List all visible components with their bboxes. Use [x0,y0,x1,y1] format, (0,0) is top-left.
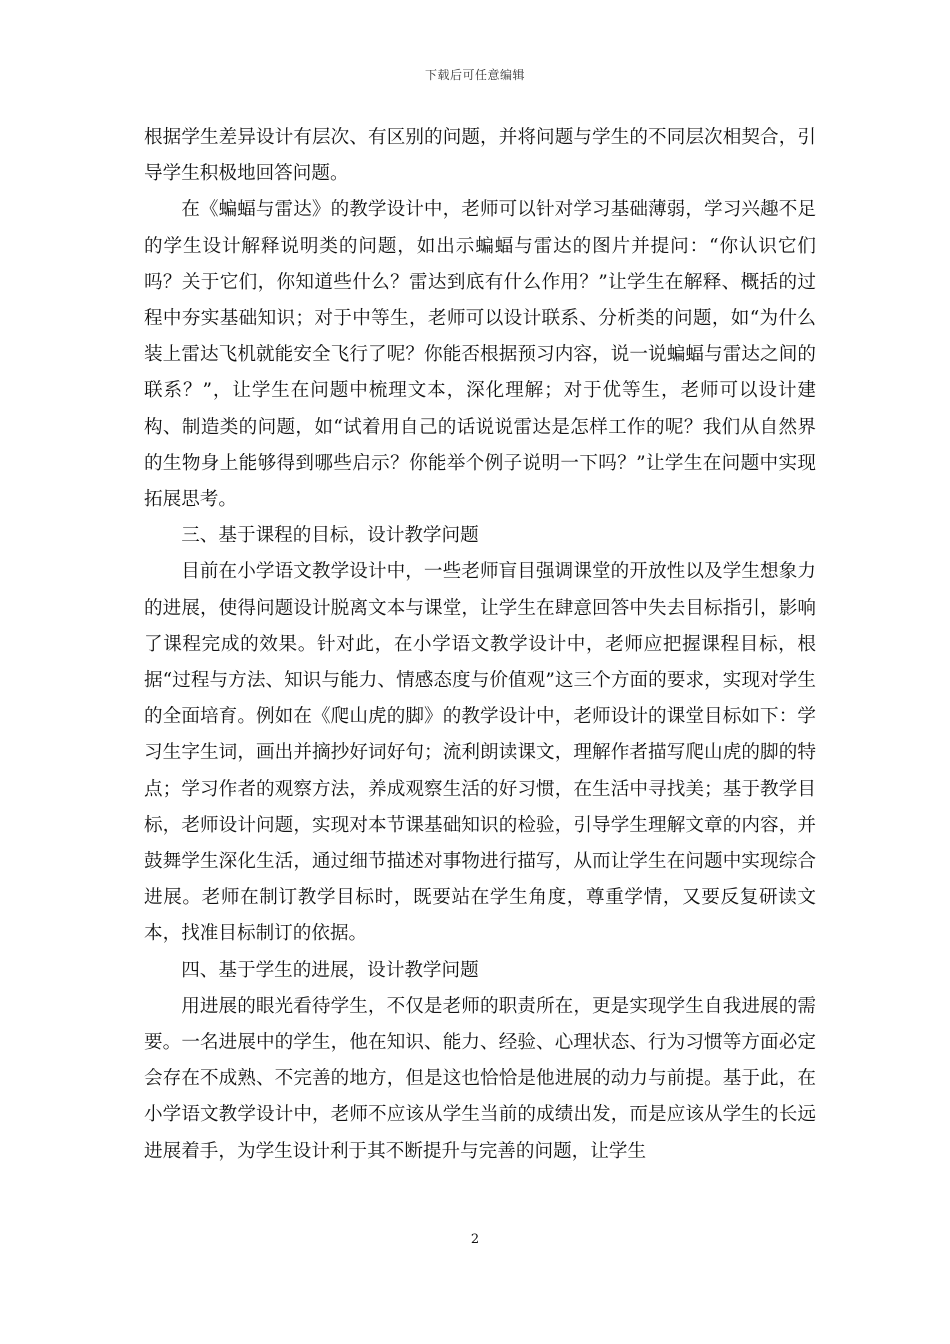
section-heading: 三、基于课程的目标，设计教学问题 [181,525,479,547]
paragraph: 根据学生差异设计有层次、有区别的问题，并将问题与学生的不同层次相契合，引导学生积极地回答问题。 [144,127,816,185]
page-number: 2 [470,1232,480,1247]
paragraph: 在《蝙蝠与雷达》的教学设计中，老师可以针对学习基础薄弱，学习兴趣不足的学生设计解释说明类的问题，如出示蝙蝠与雷达的图片并提问：“你认识它们吗？关于它们，你知道些什么？雷达到底有什么作用？”让学生在解释、概括的过程中夯实基础知识；对于中等生，老师可以设计联系、分析类的问题，如“为什么装上雷达飞机就能安全飞行了呢？你能否根据预习内容，说一说蝙蝠与雷达之间的联系？”，让学生在问题中梳理文本，深化理解；对于优等生，老师可以设计建构、制造类的问题，如“试着用自己的话说说雷达是怎样工作的呢？我们从自然界的生物身上能够得到哪些启示？你能举个例子说明一下吗？”让学生在问题中实现拓展思考。 [144,199,816,511]
paragraph: 用进展的眼光看待学生，不仅是老师的职责所在，更是实现学生自我进展的需要。一名进展中的学生，他在知识、能力、经验、心理状态、行为习惯等方面必定会存在不成熟、不完善的地方，但是这也恰恰是他进展的动力与前提。基于此，在小学语文教学设计中，老师不应该从学生当前的成绩出发，而是应该从学生的长远进展着手，为学生设计利于其不断提升与完善的问题，让学生 [144,995,816,1162]
paragraph: 目前在小学语文教学设计中，一些老师盲目强调课堂的开放性以及学生想象力的进展，使得问题设计脱离文本与课堂，让学生在肆意回答中失去目标指引，影响了课程完成的效果。针对此，在小学语文教学设计中，老师应把握课程目标，根据“过程与方法、知识与能力、情感态度与价值观”这三个方面的要求，实现对学生的全面培育。例如在《爬山虎的脚》的教学设计中，老师设计的课堂目标如下：学习生字生词，画出并摘抄好词好句；流利朗读课文，理解作者描写爬山虎的脚的特点；学习作者的观察方法，养成观察生活的好习惯，在生活中寻找美；基于教学目标，老师设计问题，实现对本节课基础知识的检验，引导学生理解文章的内容，并鼓舞学生深化生活，通过细节描述对事物进行描写，从而让学生在问题中实现综合进展。老师在制订教学目标时，既要站在学生角度，尊重学情，又要反复研读文本，找准目标制订的依据。 [144,561,816,945]
body-text [144,120,816,1170]
header-note: 下载后可任意编辑 [424,68,525,82]
section-heading: 四、基于学生的进展，设计教学问题 [181,959,479,981]
